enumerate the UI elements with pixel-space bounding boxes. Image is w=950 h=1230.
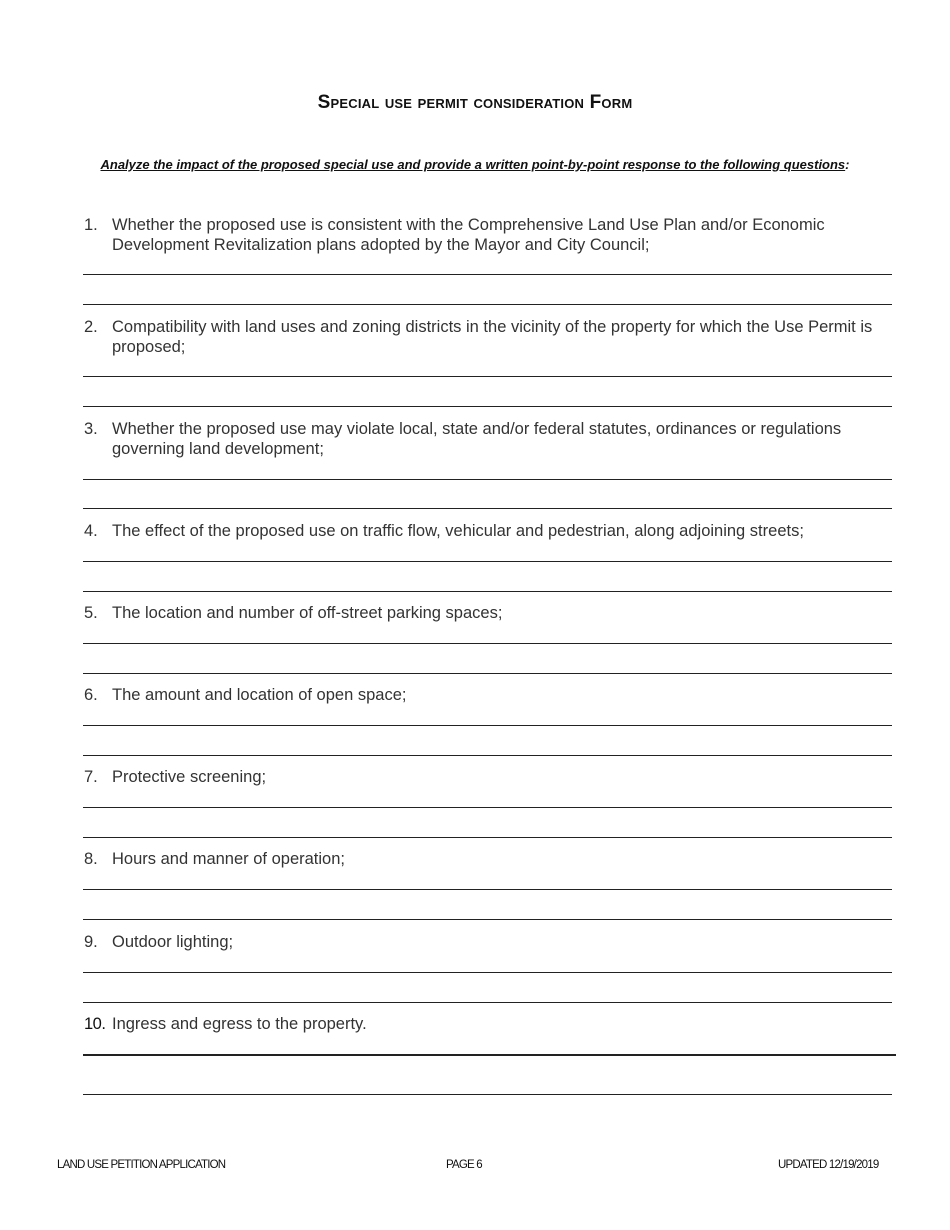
question-4 — [84, 521, 894, 541]
question-2 — [84, 317, 894, 357]
question-number: 7. — [84, 768, 98, 786]
answer-line[interactable] — [83, 406, 892, 407]
page-title: Special use permit consideration Form — [317, 92, 633, 113]
answer-line[interactable] — [83, 479, 892, 480]
answer-line[interactable] — [83, 1094, 892, 1095]
question-number: 5. — [84, 604, 98, 622]
question-text: The effect of the proposed use on traffic flow, vehicular and pedestrian, along adjoining streets; — [112, 522, 804, 540]
question-number: 10. — [84, 1015, 106, 1033]
question-text: The amount and location of open space; — [112, 686, 407, 704]
question-number: 6. — [84, 686, 98, 704]
answer-line[interactable] — [83, 376, 892, 377]
question-6 — [84, 685, 894, 705]
answer-line[interactable] — [83, 837, 892, 838]
footer-updated-date: UPDATED 12/19/2019 — [778, 1159, 879, 1171]
question-text: Whether the proposed use is consistent with the Comprehensive Land Use Plan and/or Economic Development Revitalization plans adopted by the Mayor and City Council; — [112, 216, 825, 254]
question-number: 2. — [84, 318, 98, 336]
answer-line[interactable] — [83, 1054, 896, 1056]
answer-line[interactable] — [83, 304, 892, 305]
question-number: 9. — [84, 933, 98, 951]
answer-line[interactable] — [83, 919, 892, 920]
question-8 — [84, 849, 894, 869]
question-text: Hours and manner of operation; — [112, 850, 345, 868]
question-10 — [84, 1014, 894, 1034]
footer-page-number: PAGE 6 — [446, 1159, 482, 1171]
footer-left: LAND USE PETITION APPLICATION — [57, 1159, 226, 1171]
question-text: Ingress and egress to the property. — [112, 1015, 367, 1033]
question-3 — [84, 419, 894, 459]
question-number: 4. — [84, 522, 98, 540]
question-9 — [84, 932, 894, 952]
answer-line[interactable] — [83, 591, 892, 592]
answer-line[interactable] — [83, 1002, 892, 1003]
question-text: The location and number of off-street parking spaces; — [112, 604, 503, 622]
question-text: Outdoor lighting; — [112, 933, 234, 951]
answer-line[interactable] — [83, 274, 892, 275]
question-number: 3. — [84, 420, 98, 438]
question-text: Protective screening; — [112, 768, 267, 786]
answer-line[interactable] — [83, 508, 892, 509]
answer-line[interactable] — [83, 972, 892, 973]
question-text: Whether the proposed use may violate local, state and/or federal statutes, ordinances or regulations governing land development; — [112, 420, 842, 458]
answer-line[interactable] — [83, 673, 892, 674]
answer-line[interactable] — [83, 561, 892, 562]
instructions — [0, 157, 950, 172]
question-7 — [84, 767, 894, 787]
instructions-text: Analyze the impact of the proposed special use and provide a written point-by-point response to the following questions — [100, 157, 846, 172]
answer-line[interactable] — [83, 725, 892, 726]
question-1 — [84, 215, 894, 255]
answer-line[interactable] — [83, 889, 892, 890]
question-text: Compatibility with land uses and zoning districts in the vicinity of the property for which the Use Permit is proposed; — [112, 318, 873, 356]
question-number: 1. — [84, 216, 98, 234]
answer-line[interactable] — [83, 643, 892, 644]
question-5 — [84, 603, 894, 623]
instructions-colon: : — [845, 157, 850, 172]
answer-line[interactable] — [83, 807, 892, 808]
answer-line[interactable] — [83, 755, 892, 756]
question-number: 8. — [84, 850, 98, 868]
